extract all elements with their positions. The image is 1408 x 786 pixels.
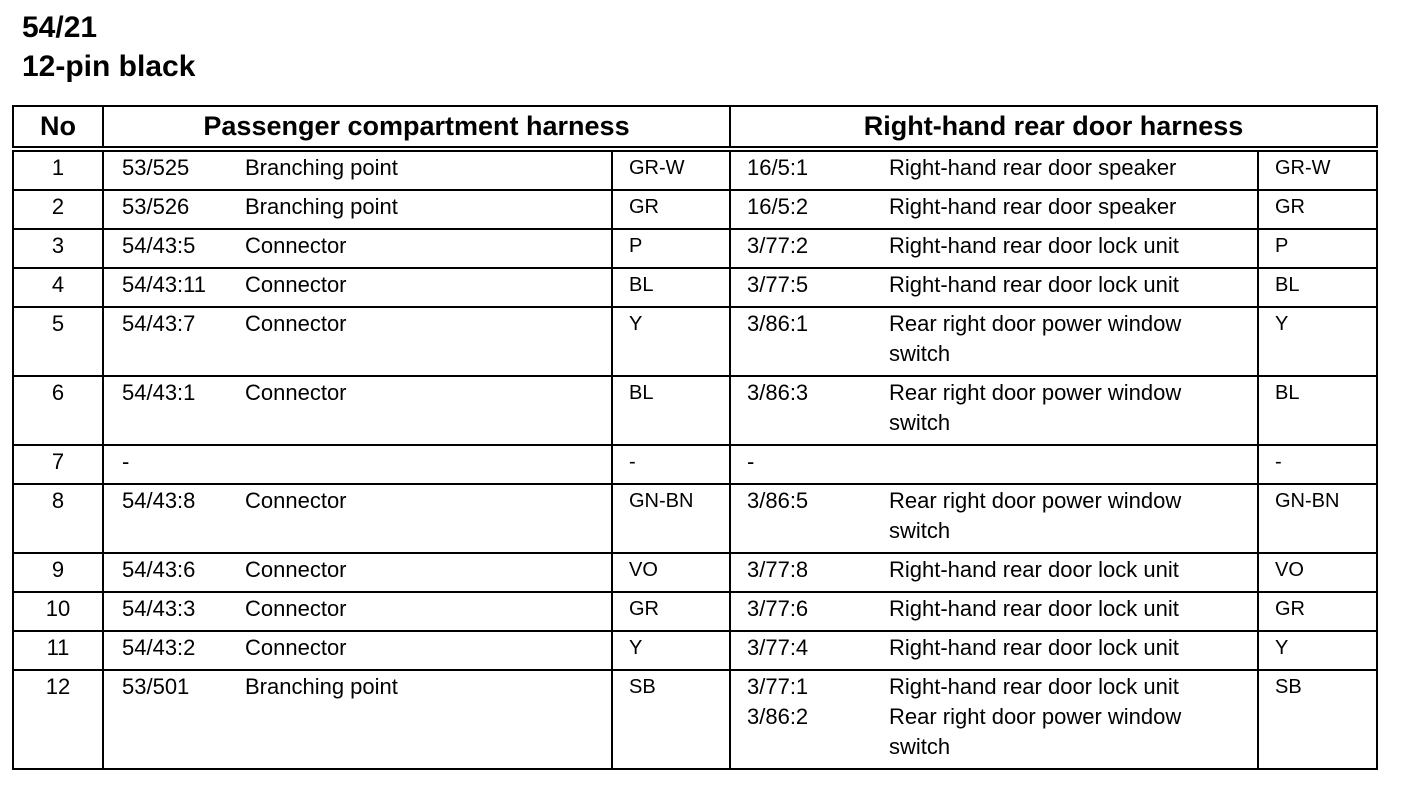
door-description: Rear right door power window [889, 311, 1182, 336]
passenger-code: 54/43:2 [122, 635, 196, 660]
passenger-description [245, 447, 611, 477]
table-row [13, 190, 1377, 229]
passenger-description: Connector [245, 596, 347, 621]
door-description: switch [889, 341, 951, 366]
door-wire-color: BL [1258, 376, 1377, 445]
door-wire-color: Y [1258, 307, 1377, 376]
passenger-wire-color: BL [612, 268, 730, 307]
door-description: Rear right door power window [889, 488, 1182, 513]
passenger-description: Branching point [245, 194, 398, 219]
door-wire-color: P [1258, 229, 1377, 268]
pin-number: 7 [13, 445, 103, 484]
door-code [731, 516, 889, 546]
door-harness-cell [730, 376, 1258, 445]
door-description: Right-hand rear door lock unit [889, 596, 1179, 621]
passenger-harness-cell [103, 376, 612, 445]
door-code: 3/77:2 [747, 233, 809, 258]
passenger-wire-color: GN-BN [612, 484, 730, 553]
connector-description: 12-pin black [22, 50, 196, 83]
passenger-description: Connector [245, 233, 347, 258]
pin-number: 4 [13, 268, 103, 307]
passenger-description: Connector [245, 488, 347, 513]
door-description: Right-hand rear door lock unit [889, 674, 1179, 699]
passenger-code: 54/43:3 [122, 596, 196, 621]
table-row [13, 229, 1377, 268]
passenger-code: 53/501 [122, 674, 190, 699]
door-harness-cell [730, 229, 1258, 268]
door-description [889, 447, 1257, 477]
door-wire-color: BL [1258, 268, 1377, 307]
passenger-description: Connector [245, 380, 347, 405]
table-row [13, 484, 1377, 553]
passenger-code: 54/43:5 [122, 233, 196, 258]
passenger-harness-cell [103, 553, 612, 592]
pin-number: 3 [13, 229, 103, 268]
column-header-no: No [13, 106, 103, 149]
passenger-description: Branching point [245, 155, 398, 180]
door-wire-color: GR-W [1258, 149, 1377, 190]
door-code: 3/86:5 [747, 488, 809, 513]
door-wire-color: GR [1258, 190, 1377, 229]
passenger-description: Connector [245, 272, 347, 297]
passenger-description: Connector [245, 311, 347, 336]
door-harness-cell [730, 484, 1258, 553]
door-code: 3/77:5 [747, 272, 809, 297]
door-description: Right-hand rear door lock unit [889, 272, 1179, 297]
table-row [13, 376, 1377, 445]
pin-number: 11 [13, 631, 103, 670]
door-code: 3/86:1 [747, 311, 809, 336]
door-description: Right-hand rear door lock unit [889, 635, 1179, 660]
column-header-passenger-harness: Passenger compartment harness [103, 106, 730, 149]
door-description: switch [889, 518, 951, 543]
passenger-harness-cell [103, 592, 612, 631]
passenger-harness-cell [103, 307, 612, 376]
passenger-wire-color: BL [612, 376, 730, 445]
table-header-row [13, 106, 1377, 149]
passenger-harness-cell [103, 484, 612, 553]
door-code: 3/77:6 [747, 596, 809, 621]
passenger-wire-color: - [612, 445, 730, 484]
door-harness-cell [730, 307, 1258, 376]
door-code [731, 339, 889, 369]
pin-number: 10 [13, 592, 103, 631]
pin-number: 8 [13, 484, 103, 553]
passenger-code: 53/526 [122, 194, 190, 219]
passenger-wire-color: GR [612, 592, 730, 631]
door-code: 3/86:3 [747, 380, 809, 405]
table-row [13, 592, 1377, 631]
table-row [13, 307, 1377, 376]
passenger-description: Branching point [245, 674, 398, 699]
door-description: switch [889, 410, 951, 435]
passenger-code: 53/525 [122, 155, 190, 180]
door-harness-cell [730, 670, 1258, 769]
door-description: Right-hand rear door lock unit [889, 557, 1179, 582]
door-harness-cell [730, 445, 1258, 484]
passenger-wire-color: P [612, 229, 730, 268]
door-code: - [747, 449, 755, 474]
passenger-harness-cell [103, 445, 612, 484]
passenger-harness-cell [103, 149, 612, 190]
pin-number: 5 [13, 307, 103, 376]
passenger-code: 54/43:7 [122, 311, 196, 336]
door-code: 16/5:1 [747, 155, 809, 180]
door-code: 3/77:4 [747, 635, 809, 660]
door-harness-cell [730, 190, 1258, 229]
door-wire-color: GN-BN [1258, 484, 1377, 553]
passenger-description: Connector [245, 557, 347, 582]
passenger-harness-cell [103, 670, 612, 769]
door-harness-cell [730, 553, 1258, 592]
door-description: Rear right door power window [889, 380, 1182, 405]
table-row [13, 670, 1377, 769]
passenger-harness-cell [103, 268, 612, 307]
pin-number: 9 [13, 553, 103, 592]
passenger-code: 54/43:1 [122, 380, 196, 405]
door-harness-cell [730, 268, 1258, 307]
pin-table [12, 105, 1378, 770]
table-row [13, 631, 1377, 670]
door-description: switch [889, 734, 951, 759]
door-wire-color: - [1258, 445, 1377, 484]
door-harness-cell [730, 631, 1258, 670]
pin-number: 2 [13, 190, 103, 229]
door-wire-color: Y [1258, 631, 1377, 670]
connector-id: 54/21 [22, 11, 98, 44]
door-description: Right-hand rear door speaker [889, 194, 1177, 219]
passenger-wire-color: VO [612, 553, 730, 592]
door-code: 3/77:8 [747, 557, 809, 582]
column-header-door-harness: Right-hand rear door harness [730, 106, 1377, 149]
door-code: 3/86:2 [747, 704, 809, 729]
door-description: Rear right door power window [889, 704, 1182, 729]
passenger-code: 54/43:6 [122, 557, 196, 582]
door-code: 16/5:2 [747, 194, 809, 219]
door-wire-color: GR [1258, 592, 1377, 631]
door-wire-color: SB [1258, 670, 1377, 769]
pin-number: 6 [13, 376, 103, 445]
passenger-wire-color: SB [612, 670, 730, 769]
passenger-wire-color: GR-W [612, 149, 730, 190]
passenger-wire-color: Y [612, 631, 730, 670]
door-code: 3/77:1 [747, 674, 809, 699]
door-code [731, 408, 889, 438]
door-description: Right-hand rear door lock unit [889, 233, 1179, 258]
door-harness-cell [730, 149, 1258, 190]
door-code [731, 732, 889, 762]
passenger-description: Connector [245, 635, 347, 660]
passenger-code: 54/43:11 [122, 272, 207, 297]
door-description: Right-hand rear door speaker [889, 155, 1177, 180]
pin-number: 12 [13, 670, 103, 769]
passenger-harness-cell [103, 229, 612, 268]
passenger-code: 54/43:8 [122, 488, 196, 513]
passenger-harness-cell [103, 190, 612, 229]
passenger-harness-cell [103, 631, 612, 670]
passenger-code: - [122, 449, 130, 474]
pin-number: 1 [13, 149, 103, 190]
table-row [13, 268, 1377, 307]
passenger-wire-color: Y [612, 307, 730, 376]
table-row [13, 149, 1377, 190]
door-wire-color: VO [1258, 553, 1377, 592]
table-body [13, 149, 1377, 769]
passenger-wire-color: GR [612, 190, 730, 229]
table-row [13, 445, 1377, 484]
door-harness-cell [730, 592, 1258, 631]
table-row [13, 553, 1377, 592]
